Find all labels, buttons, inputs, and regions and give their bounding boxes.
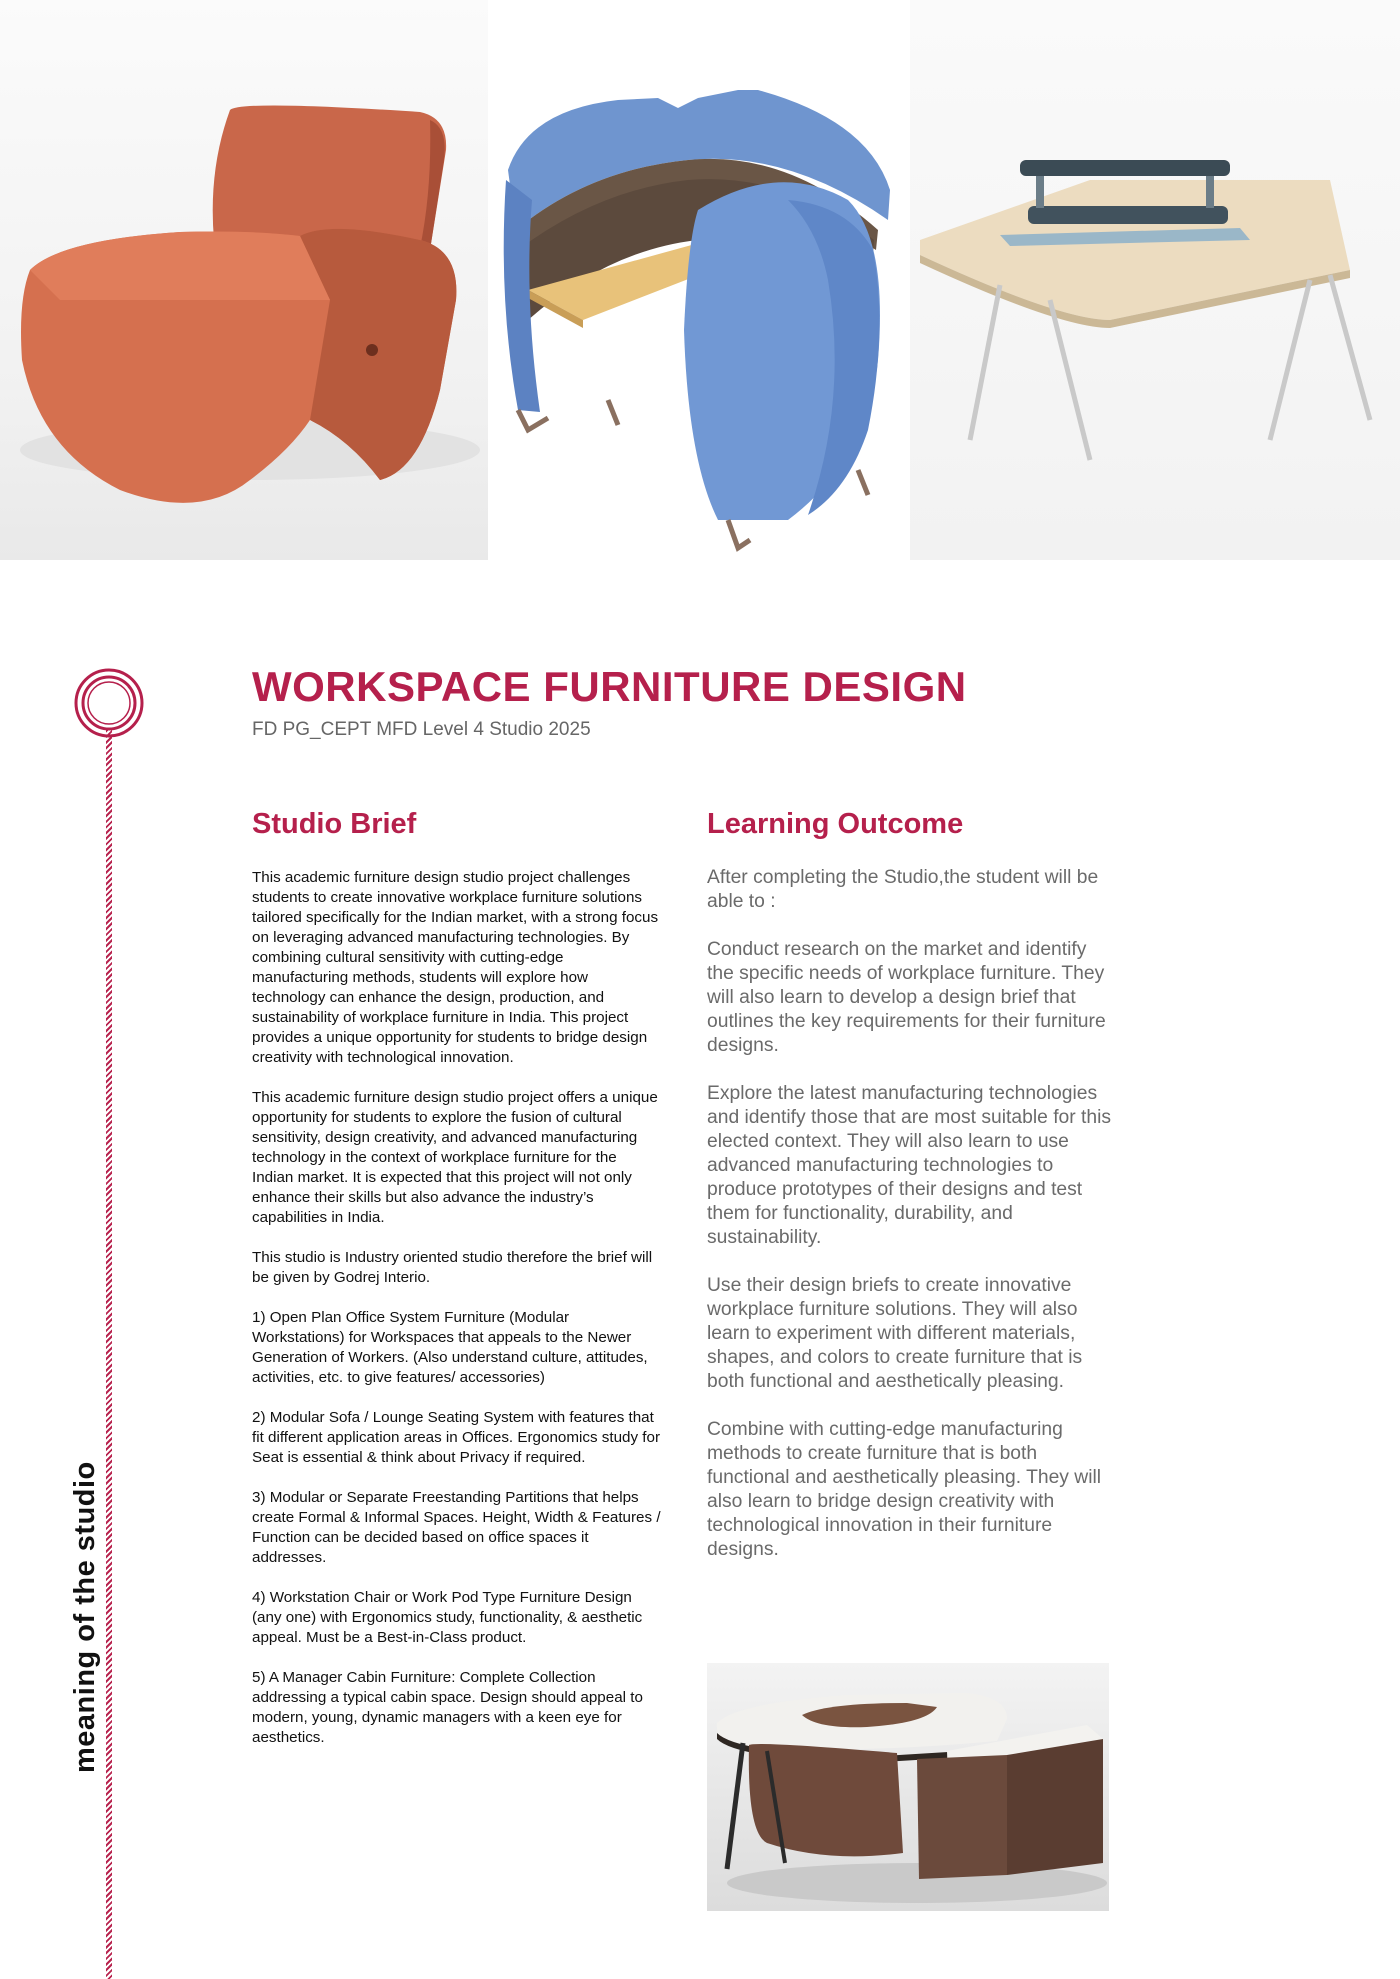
learning-outcome-body [707,866,1112,1586]
side-ring-icon [72,666,146,740]
desk-image [910,0,1400,560]
studio-brief-body [252,868,662,1768]
brief-item: 1) Open Plan Office System Furniture (Modular Workstations) for Workspaces that appeals to the Newer Generation of Workers. (Also understand culture, attitudes, activities, etc. to give features/ accessories) [252,1309,648,1386]
brief-item: 3) Modular or Separate Freestanding Partitions that helps create Formal & Informal Spaces. Height, Width & Features / Function can be decided based on office spaces it addresses. [252,1489,661,1566]
side-decorative-line [106,730,112,1979]
outcome-paragraph: Use their design briefs to create innovative workplace furniture solutions. They will also learn to experiment with different materials, shapes, and colors to create furniture that is both functional and aesthetically pleasing. [707,1275,1083,1392]
studio-brief-heading: Studio Brief [252,808,417,840]
brief-item: 5) A Manager Cabin Furniture: Complete Collection addressing a typical cabin space. Design should appeal to modern, young, dynamic managers with a keen eye for aesthetics. [252,1669,643,1746]
outcome-paragraph: Conduct research on the market and identify the specific needs of workplace furniture. They will also learn to develop a design brief that outlines the key requirements for their furniture designs. [707,939,1106,1056]
page-title: WORKSPACE FURNITURE DESIGN [252,663,967,710]
brief-item: 2) Modular Sofa / Lounge Seating System with features that fit different application areas in Offices. Ergonomics study for Seat is essential & think about Privacy if required. [252,1409,661,1466]
brief-item: 4) Workstation Chair or Work Pod Type Furniture Design (any one) with Ergonomics study, functionality, & aesthetic appeal. Must be a Best-in-Class product. [252,1589,643,1646]
manager-desk-image [707,1663,1109,1911]
brief-paragraph: This academic furniture design studio project offers a unique opportunity for students to explore the fusion of cultural sensitivity, design creativity, and advanced manufacturing technology in the context of workplace furniture for the Indian market. It is expected that this project will not only enhance their skills but also advance the industry’s capabilities in India. [252,1089,658,1226]
brief-paragraph: This academic furniture design studio project challenges students to create innovative workplace furniture solutions tailored specifically for the Indian market, with a strong focus on leveraging advanced manufacturing technologies. By combining cultural sensitivity with cutting-edge manufacturing methods, students will explore how technology can enhance the design, production, and sustainability of workplace furniture in India. This project provides a unique opportunity for students to bridge design creativity with technological innovation. [252,869,659,1066]
work-pod-image [488,0,910,560]
outcome-paragraph: After completing the Studio,the student will be able to : [707,867,1099,912]
brief-paragraph: This studio is Industry oriented studio therefore the brief will be given by Godrej Interio. [252,1249,653,1286]
side-label: meaning of the studio [69,1461,101,1773]
outcome-paragraph: Explore the latest manufacturing technologies and identify those that are most suitable for this elected context. They will also learn to use advanced manufacturing technologies to produce prototypes of their designs and test them for functionality, durability, and sustainability. [707,1083,1112,1248]
outcome-paragraph: Combine with cutting-edge manufacturing methods to create furniture that is both functional and aesthetically pleasing. They will also learn to bridge design creativity with technological innovation in their furniture designs. [707,1419,1102,1560]
learning-outcome-heading: Learning Outcome [707,808,964,840]
lounge-chair-image [0,0,488,560]
page-subtitle: FD PG_CEPT MFD Level 4 Studio 2025 [252,719,591,740]
